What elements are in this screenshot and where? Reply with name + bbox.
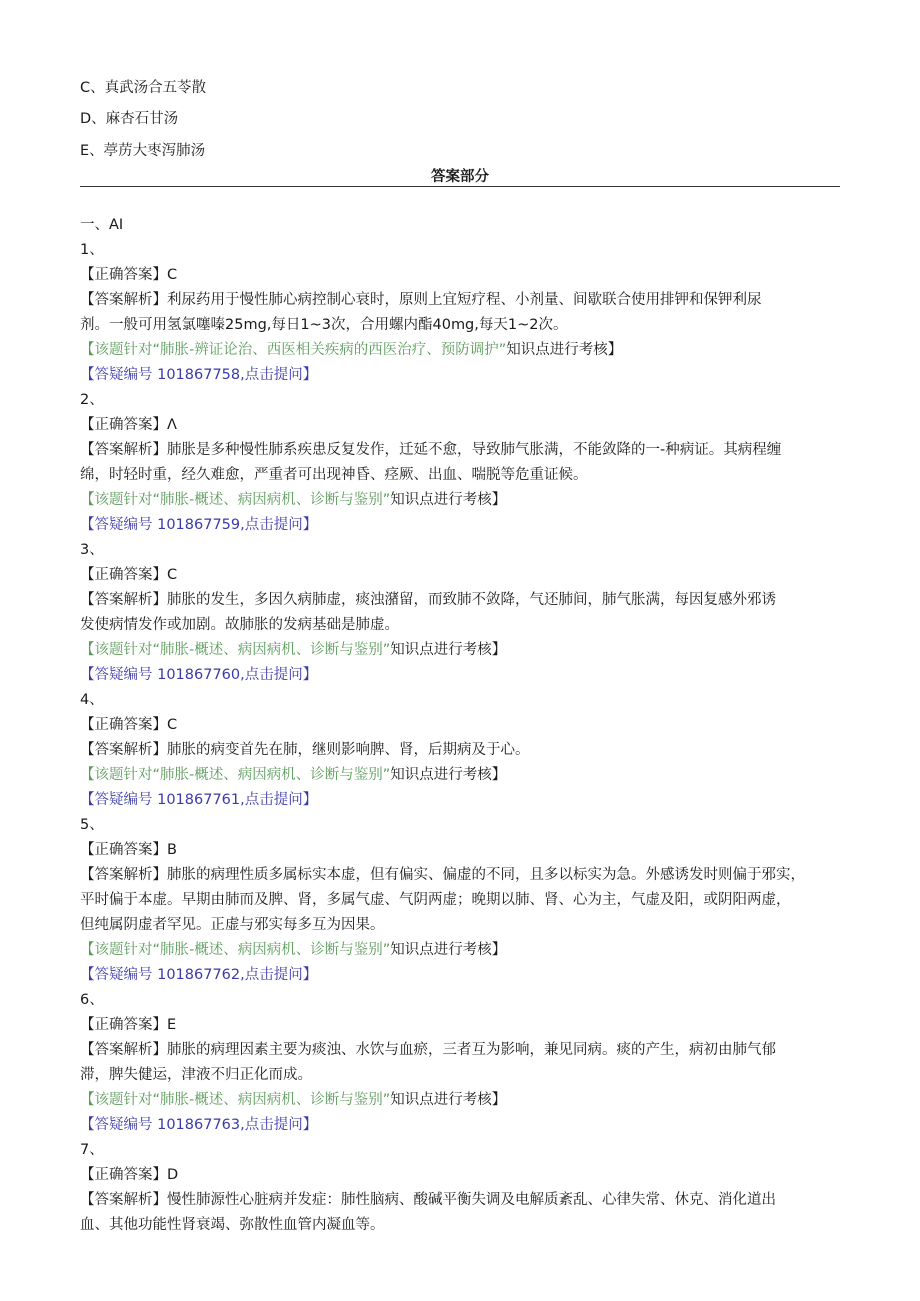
knowledge-point-row: [80, 1090, 506, 1110]
analysis-tag: 【答案解析】: [80, 867, 167, 883]
correct-answer-value: C: [167, 567, 178, 583]
analysis-tag: 【答案解析】: [80, 1042, 167, 1058]
question-tag-open: 【答疑编号: [80, 367, 153, 383]
ask-question-link[interactable]: [80, 515, 317, 535]
analysis-tag: 【答案解析】: [80, 442, 167, 458]
correct-answer-value: Λ: [167, 417, 177, 433]
correct-answer-row: [80, 840, 177, 860]
analysis-line: [80, 1215, 385, 1235]
question-tag-close: 点击提问】: [244, 667, 318, 683]
ask-question-link[interactable]: [80, 965, 317, 985]
analysis-text: 肺胀的病理性质多属标实本虚，但有偏实、偏虚的不同，且多以标实为急。外感诱发时则偏于邪实，: [167, 867, 805, 883]
knowledge-point: “肺胀-概述、病因病机、诊断与鉴别”: [152, 492, 391, 508]
analysis-text: 滞，脾失健运，津液不归正化而成。: [80, 1067, 312, 1083]
question-tag-open: 【答疑编号: [80, 517, 153, 533]
correct-answer-value: D: [167, 1167, 179, 1183]
correct-answer-row: [80, 415, 177, 435]
knowledge-tag-open: 【该题针对: [80, 642, 153, 658]
correct-answer-row: [80, 1015, 176, 1035]
option-c: C、真武汤合五苓散: [80, 80, 207, 96]
answer-heading: 答案部分: [431, 169, 489, 185]
knowledge-point-row: [80, 490, 506, 510]
analysis-line: [80, 890, 791, 910]
question-id: 101867763,: [157, 1117, 245, 1133]
correct-answer-tag: 【正确答案】: [80, 567, 167, 583]
question-tag-close: 点击提问】: [244, 517, 318, 533]
analysis-text: 肺胀的病理因素主要为痰浊、水饮与血瘀，三者互为影响，兼见同病。痰的产生，病初由肺气郁: [167, 1042, 776, 1058]
analysis-text: 发使病情发作或加剧。故肺胀的发病基础是肺虚。: [80, 617, 399, 633]
knowledge-point: “肺胀-概述、病因病机、诊断与鉴别”: [152, 767, 391, 783]
analysis-line: [80, 1065, 312, 1085]
item-number: 3、: [80, 542, 104, 558]
analysis-line: [80, 865, 805, 885]
analysis-tag: 【答案解析】: [80, 292, 167, 308]
analysis-text: 肺胀是多种慢性肺系疾患反复发作，迁延不愈，导致肺气胀满，不能敛降的一-种病证。其病程缠: [167, 442, 782, 458]
question-tag-open: 【答疑编号: [80, 792, 153, 808]
analysis-tag: 【答案解析】: [80, 592, 167, 608]
knowledge-tag-close: 知识点进行考核】: [390, 642, 507, 658]
analysis-text: 肺胀的病变首先在肺，继则影响脾、肾，后期病及于心。: [167, 742, 530, 758]
analysis-text: 利尿药用于慢性肺心病控制心衰时，原则上宜短疗程、小剂量、间歇联合使用排钾和保钾利尿: [167, 292, 762, 308]
question-tag-close: 点击提问】: [244, 967, 318, 983]
analysis-line: [80, 590, 776, 610]
analysis-text: 肺胀的发生，多因久病肺虚，痰浊潴留，而致肺不敛降，气还肺间，肺气胀满，每因复感外邪诱: [167, 592, 776, 608]
question-tag-open: 【答疑编号: [80, 967, 153, 983]
correct-answer-tag: 【正确答案】: [80, 1017, 167, 1033]
knowledge-tag-close: 知识点进行考核】: [390, 942, 507, 958]
question-id: 101867760,: [157, 667, 245, 683]
analysis-text: 血、其他功能性肾衰竭、弥散性血管内凝血等。: [80, 1217, 385, 1233]
item-number: 6、: [80, 992, 104, 1008]
correct-answer-tag: 【正确答案】: [80, 1167, 167, 1183]
analysis-line: [80, 440, 781, 460]
ask-question-link[interactable]: [80, 790, 317, 810]
correct-answer-tag: 【正确答案】: [80, 842, 167, 858]
question-id: 101867758,: [157, 367, 245, 383]
analysis-line: [80, 1040, 776, 1060]
analysis-text: 剂。一般可用氢氯噻嗪25mg,每日1~3次，合用螺内酯40mg,每天1~2次。: [80, 317, 568, 333]
correct-answer-value: B: [167, 842, 177, 858]
question-tag-close: 点击提问】: [244, 367, 318, 383]
question-tag-close: 点击提问】: [244, 792, 318, 808]
option-d: D、麻杏石甘汤: [80, 111, 179, 127]
ask-question-link[interactable]: [80, 365, 317, 385]
correct-answer-row: [80, 265, 177, 285]
correct-answer-tag: 【正确答案】: [80, 717, 167, 733]
analysis-line: [80, 615, 399, 635]
correct-answer-tag: 【正确答案】: [80, 417, 167, 433]
heading-rule: [80, 186, 840, 187]
item-number: 4、: [80, 692, 104, 708]
knowledge-tag-open: 【该题针对: [80, 492, 153, 508]
analysis-text: 平时偏于本虚。早期由肺而及脾、肾，多属气虚、气阴两虚；晚期以肺、肾、心为主，气虚及阳，或阴阳两虚，: [80, 892, 791, 908]
item-number: 2、: [80, 392, 104, 408]
knowledge-tag-open: 【该题针对: [80, 342, 153, 358]
section-title: 一、AI: [80, 217, 124, 233]
knowledge-tag-close: 知识点进行考核】: [390, 492, 507, 508]
correct-answer-row: [80, 715, 177, 735]
ask-question-link[interactable]: [80, 665, 317, 685]
knowledge-tag-close: 知识点进行考核】: [506, 342, 623, 358]
correct-answer-value: C: [167, 717, 178, 733]
analysis-tag: 【答案解析】: [80, 742, 167, 758]
knowledge-point: “肺胀-概述、病因病机、诊断与鉴别”: [152, 1092, 391, 1108]
question-id: 101867761,: [157, 792, 245, 808]
analysis-line: [80, 915, 385, 935]
analysis-text: 慢性肺源性心脏病并发症：肺性脑病、酸碱平衡失调及电解质紊乱、心律失常、休克、消化道出: [167, 1192, 776, 1208]
knowledge-point: “肺胀-概述、病因病机、诊断与鉴别”: [152, 942, 391, 958]
analysis-line: [80, 740, 530, 760]
correct-answer-row: [80, 565, 177, 585]
knowledge-point-row: [80, 940, 506, 960]
analysis-line: [80, 1190, 776, 1210]
correct-answer-tag: 【正确答案】: [80, 267, 167, 283]
question-tag-close: 点击提问】: [244, 1117, 318, 1133]
analysis-tag: 【答案解析】: [80, 1192, 167, 1208]
item-number: 7、: [80, 1142, 104, 1158]
question-tag-open: 【答疑编号: [80, 667, 153, 683]
knowledge-tag-close: 知识点进行考核】: [390, 1092, 507, 1108]
correct-answer-row: [80, 1165, 178, 1185]
correct-answer-value: C: [167, 267, 178, 283]
item-number: 5、: [80, 817, 104, 833]
knowledge-point: “肺胀-概述、病因病机、诊断与鉴别”: [152, 642, 391, 658]
knowledge-point: “肺胀-辨证论治、西医相关疾病的西医治疗、预防调护”: [152, 342, 507, 358]
analysis-text: 绵，时轻时重，经久难愈，严重者可出现神昏、痉厥、出血、喘脱等危重证候。: [80, 467, 588, 483]
question-id: 101867759,: [157, 517, 245, 533]
knowledge-tag-close: 知识点进行考核】: [390, 767, 507, 783]
option-e: E、葶苈大枣泻肺汤: [80, 143, 206, 159]
knowledge-tag-open: 【该题针对: [80, 767, 153, 783]
knowledge-tag-open: 【该题针对: [80, 942, 153, 958]
knowledge-point-row: [80, 640, 506, 660]
knowledge-point-row: [80, 765, 506, 785]
knowledge-point-row: [80, 340, 622, 360]
correct-answer-value: E: [167, 1017, 177, 1033]
analysis-line: [80, 290, 762, 310]
analysis-line: [80, 315, 567, 335]
analysis-line: [80, 465, 588, 485]
ask-question-link[interactable]: [80, 1115, 317, 1135]
question-id: 101867762,: [157, 967, 245, 983]
item-number: 1、: [80, 242, 104, 258]
analysis-text: 但纯属阴虚者罕见。正虚与邪实每多互为因果。: [80, 917, 385, 933]
question-tag-open: 【答疑编号: [80, 1117, 153, 1133]
knowledge-tag-open: 【该题针对: [80, 1092, 153, 1108]
